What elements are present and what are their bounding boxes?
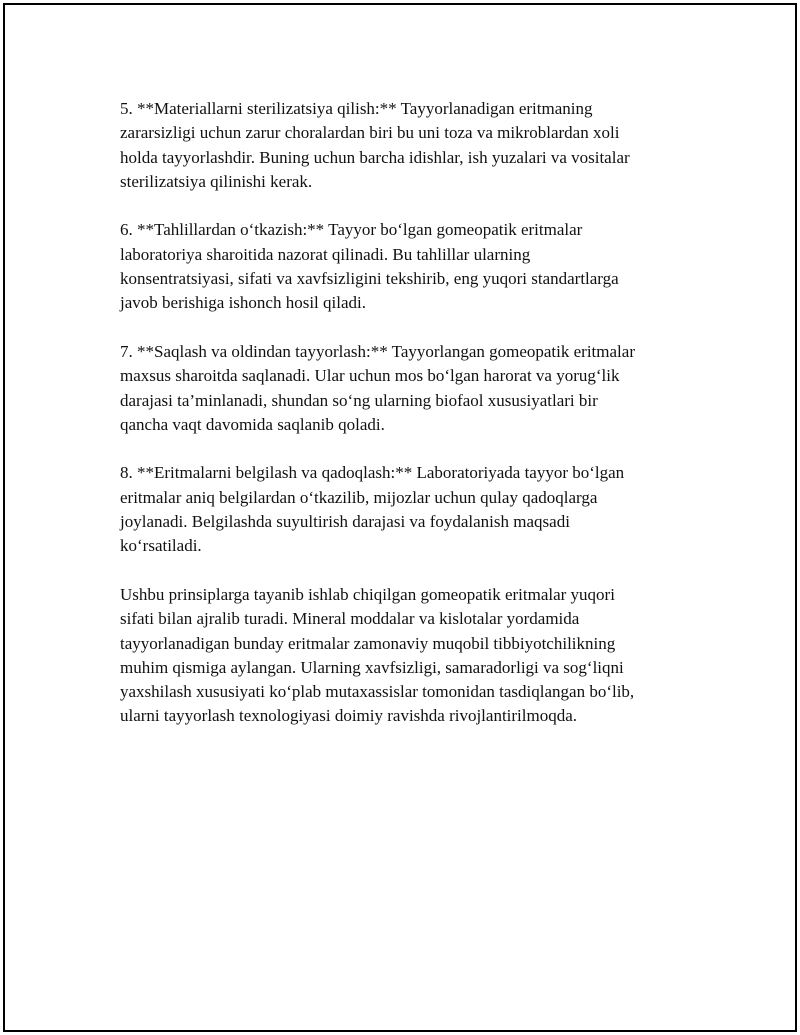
paragraph-labeling: 8. **Eritmalarni belgilash va qadoqlash:** Laboratoriyada tayyor bo‘lgan eritmalar aniq belgilardan o‘tkazilib, mijozlar uchun qulay qadoqlarga joylanadi. Belgilashda suyultirish darajasi va foydalanish maqsadi ko‘rsatiladi. (120, 463, 625, 556)
paragraph-storage: 7. **Saqlash va oldindan tayyorlash:** Tayyorlangan gomeopatik eritmalar maxsus sharoitda saqlanadi. Ular uchun mos bo‘lgan harorat va yorug‘lik darajasi ta’minlanadi, shundan so‘ng ularning biofaol xususiyatlari bir qancha vaqt davomida saqlanib qoladi. (120, 341, 635, 434)
document-body (120, 97, 695, 753)
paragraph-sterilization: 5. **Materiallarni sterilizatsiya qilish:** Tayyorlanadigan eritmaning zararsizligi uchun zarur choralardan biri bu uni toza va mikroblardan xoli holda tayyorlashdir. Buning uchun barcha idishlar, ish yuzalari va vositalar sterilizatsiya qilinishi kerak. (120, 99, 630, 191)
paragraph-analysis: 6. **Tahlillardan o‘tkazish:** Tayyor bo‘lgan gomeopatik eritmalar laboratoriya sharoitida nazorat qilinadi. Bu tahlillar ularning konsentratsiyasi, sifati va xavfsizligini tekshirib, eng yuqori standartlarga javob berishiga ishonch hosil qiladi. (120, 220, 619, 313)
paragraph-conclusion: Ushbu prinsiplarga tayanib ishlab chiqilgan gomeopatik eritmalar yuqori sifati bilan ajralib turadi. Mineral moddalar va kislotalar yordamida tayyorlanadigan bunday eritmalar zamonaviy muqobil tibbiyotchilikning muhim qismiga aylangan. Ularning xavfsizligi, samaradorligi va sog‘liqni yaxshilash xususiyati ko‘plab mutaxassislar tomonidan tasdiqlangan bo‘lib, ularni tayyorlash texnologiyasi doimiy ravishda rivojlantirilmoqda. (120, 584, 635, 726)
page-border (3, 3, 797, 1032)
